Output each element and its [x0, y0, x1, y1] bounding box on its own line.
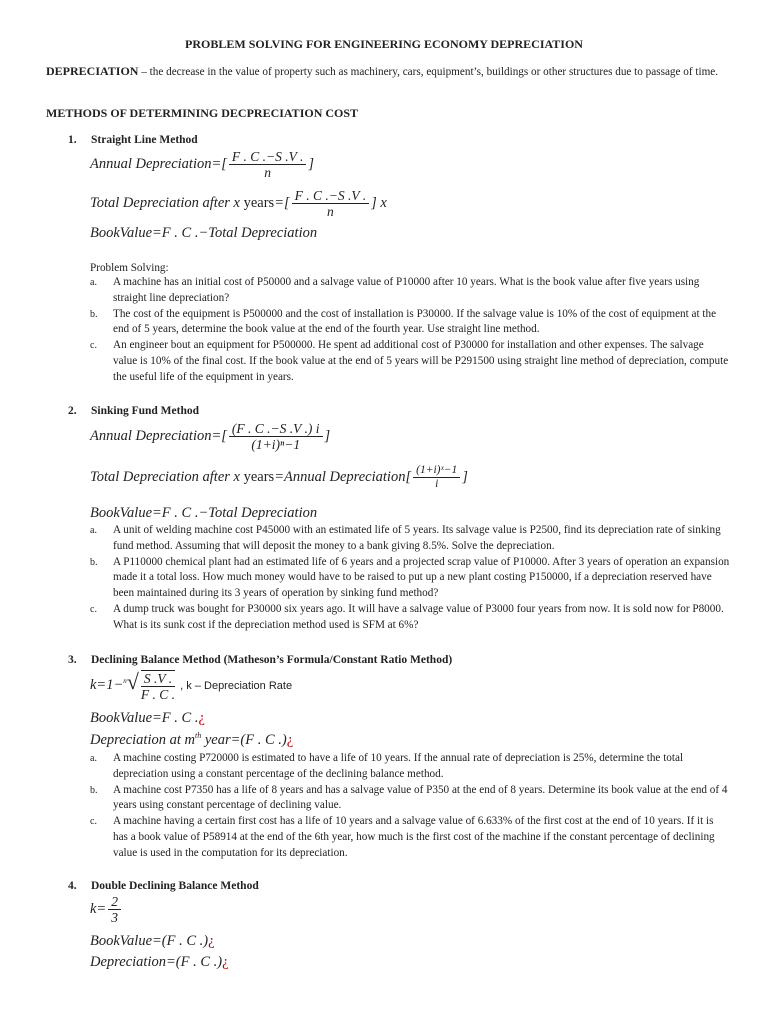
- formula-book-value-ddb: BookValue=(F . C .)¿: [90, 933, 215, 949]
- list-item: b. A P110000 chemical plant had an estimated life of 6 years and a projected scrap value of P10000. After 3 years of operation an expansion made it a total loss. How much money would have to be raised to put up a new plant costing P150000, if a depreciation reserved have been maintained during its 3 years of operation by sinking fund method?: [90, 555, 730, 600]
- section-heading-declining-balance: 3. Declining Balance Method (Matheson’s Formula/Constant Ratio Method): [68, 654, 453, 666]
- methods-heading: METHODS OF DETERMINING DECPRECIATION COST: [46, 106, 359, 120]
- section-heading-sinking-fund: 2. Sinking Fund Method: [68, 405, 200, 417]
- problem-solving-label: Problem Solving:: [90, 262, 169, 274]
- list-item: c. A machine having a certain first cost has a life of 10 years and a salvage value of 6.633% of the first cost at the end of 10 years. If it is has a book value of P58914 at the end of the 6th year, how much is the first cost of the machine if the constant percentage of declining value is used in the computation for its depreciation.: [90, 815, 715, 859]
- formula-rate-ddb: k= $\frac{2}{3}$: [90, 894, 123, 925]
- list-item: a. A unit of welding machine cost P45000 with an estimated life of 5 years. Its salvage value is P2500, find its depreciation rate of sinking fund method. Assuming that will deposit the money to a bank giving 8.5%. Solve the depreciation.: [90, 524, 721, 552]
- formula-total-depreciation-sf: Total Depreciation after x years=Annual Depreciation[ $\frac{\text{(1+i)ˣ−1}}{i}$ ]: [90, 464, 468, 490]
- list-item: c. An engineer bout an equipment for P500000. He spent ad additional cost of P30000 for installation and other expenses. The salvage value is 10% of the final cost. If the book value at the end of 5 years will be P291500 using straight line method of depreciation, compute the useful life of the equipment in years.: [90, 339, 729, 383]
- definition-text: – the decrease in the value of property such as machinery, cars, equipment’s, buildings or other structures due to passage of time.: [138, 66, 719, 78]
- page-title: PROBLEM SOLVING FOR ENGINEERING ECONOMY DEPRECIATION: [185, 37, 583, 51]
- section-heading-straight-line: 1. Straight Line Method: [68, 134, 198, 146]
- formula-depreciation-rate-db: k=1−$^n$√ $\frac{S .V .}{F . C .}$ , k – Depreciation Rate: [90, 669, 293, 702]
- section-heading-double-declining: 4. Double Declining Balance Method: [68, 880, 259, 892]
- formula-depreciation-ddb: Depreciation=(F . C .)¿: [90, 954, 229, 970]
- problem-list-declining-balance: [90, 751, 730, 862]
- formula-book-value-db: BookValue=F . C .¿: [90, 710, 205, 726]
- formula-total-depreciation-sl: Total Depreciation after x years=[ $\frac{F . C .-S .V .}{n}$ ] x: [90, 188, 387, 219]
- depreciation-definition: [46, 64, 726, 80]
- formula-annual-depreciation-sl: Annual Depreciation=[ $\frac{F . C .-S .V .}{n}$ ]: [90, 149, 315, 180]
- problem-list-straight-line: [90, 275, 730, 386]
- list-item: a. A machine costing P720000 is estimated to have a life of 10 years. If the annual rate of depreciation is 25%, determine the total depreciation using a constant percentage of the declining balance method.: [90, 752, 684, 780]
- formula-book-value-sf: BookValue=F . C .−Total Depreciation: [90, 505, 318, 521]
- formula-depreciation-mth-year: Depreciation at $m^{th}$ year=(F . C .)¿: [90, 731, 294, 748]
- list-item: c. A dump truck was bought for P30000 six years ago. It will have a salvage value of P3000 four years from now. It is sold now for P8000. What is its sunk cost if the depreciation method used is SFM at 6%?: [90, 602, 724, 631]
- list-item: b. The cost of the equipment is P500000 and the cost of installation is P30000. If the salvage value is 10% of the cost of equipment at the end of 5 years, determine the book value at the end of the fourth year. Use straight line method.: [90, 307, 717, 336]
- list-item: a. A machine has an initial cost of P50000 and a salvage value of P10000 after 10 years. What is the book value after five years using straight line depreciation?: [90, 276, 700, 304]
- formula-annual-depreciation-sf: Annual Depreciation=[ $\frac{(F . C .-S .V .) i}{\text{(1+i)ⁿ−1}}$ ]: [90, 421, 331, 452]
- formula-book-value-sl: BookValue=F . C .−Total Depreciation: [90, 225, 318, 241]
- list-item: b. A machine cost P7350 has a life of 8 years and has a salvage value of P350 at the end of 8 years. Determine its book value at the end of 4 years using constant percentage of declining value.: [90, 783, 728, 812]
- definition-term: DEPRECIATION: [46, 64, 139, 78]
- problem-list-sinking-fund: [90, 523, 730, 634]
